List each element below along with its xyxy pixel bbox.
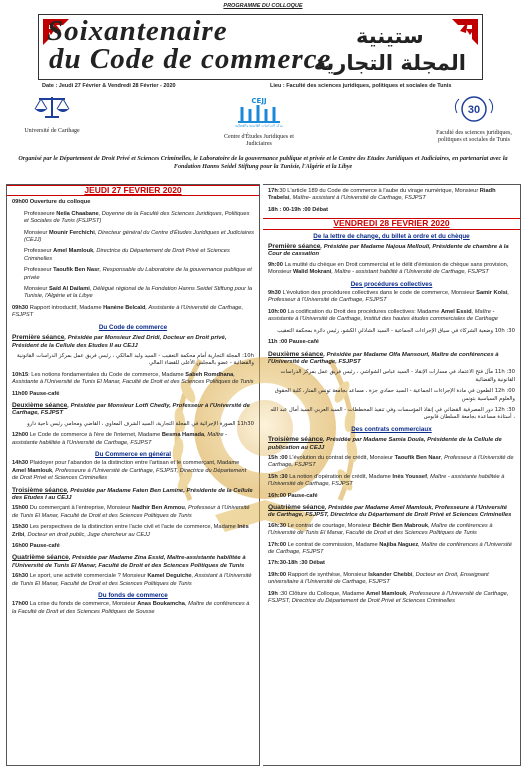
speaker-prefix: Monsieur: [24, 286, 49, 293]
session-label: Troisième séance: [268, 436, 323, 444]
speaker-role: , Responsable du Laboratoire de la gouvernance publique et privée: [24, 267, 252, 281]
talk-text: Le Code de commerce à l'ère de l'internet, Madame: [28, 432, 162, 439]
talk-text: : Les notions fondamentales du Code de commerce, Madame: [28, 371, 186, 378]
cejj-arabic-name: مركز الدراسات القانونية والقضائية: [234, 123, 284, 127]
time: 09h30: [12, 304, 29, 311]
fsjpst-30-years-icon: [451, 95, 497, 123]
opening-speaker: [12, 286, 254, 301]
title-french-line1: Soixantenaire: [47, 15, 228, 47]
talk: [268, 474, 515, 489]
talk: [268, 523, 515, 538]
speaker-role: , Directeur général du Centre d'Études Juridiques et Judiciaires (CEJJ): [24, 229, 254, 244]
programme-label: PROGRAMME DU COLLOQUE: [223, 3, 303, 9]
time: 15h :00: [268, 454, 288, 461]
time: 10h:00: [268, 308, 287, 315]
speaker-role: , Maître de conférences à la Faculté de Droit et des Sciences Politiques de Sousse: [12, 601, 250, 615]
section-header-contrats: Des contrats commerciaux: [351, 425, 432, 433]
day1-header: JEUDI 27 FEVRIER 2020: [7, 185, 259, 196]
speaker-name: Amel Mamlouk: [366, 590, 407, 597]
talk-text: La notion d'opération de crédit, Madame: [287, 473, 393, 480]
talk-text: Plaidoyer pour l'abandon de la distinction entre l'artisan et le commerçant, Madame: [28, 460, 240, 467]
logo-fsjpst-caption: Faculté des sciences juridiques, politiques et sociales de Tunis: [436, 129, 512, 143]
session-2: [268, 351, 515, 367]
talk: [268, 188, 515, 203]
intro-report: [12, 305, 254, 320]
session-label: Deuxième séance: [268, 350, 324, 358]
talk-text: Rapport introductif, Madame: [28, 304, 104, 311]
speaker-role: , Maître - assistante à l'Université de Carthage, Institut des hautes études commerciales de Carthage: [268, 308, 498, 323]
session-3: [268, 436, 515, 452]
title-french: [47, 17, 331, 73]
session-label: Première séance: [268, 243, 321, 251]
speaker-name: Samir Kolsi: [476, 290, 508, 297]
talk-text: Du commerçant à l'entreprise, Monsieur: [28, 505, 132, 512]
session-1: [12, 334, 254, 350]
speaker-name: Iskander Chebbi: [368, 571, 413, 578]
session-chair: , Présidée par Madame Olfa Mansouri, Maître de conférences à l'Université de Carthage, FSJPST: [268, 351, 499, 365]
session-chair: , Présidée par Madame Faten Ben Lamine, Présidente de la Cellule des Etudes I au CEJJ: [12, 487, 253, 501]
debate: 17h:30-18h :30 Débat: [268, 560, 325, 567]
talk: [12, 432, 254, 447]
speaker-role: , Directrice du Département de Droit Privé et Sciences Criminelles: [24, 248, 230, 262]
talk-text: Le contrat de courtage, Monsieur: [286, 522, 373, 529]
section-header-fonds: Du fonds de commerce: [98, 592, 168, 600]
section-header-code: Du Code de commerce: [98, 323, 168, 331]
talk-arabic: 11h30 الصورة الإجرائية في المجلة التجارية، السيد الشرف المعاوي ، القاضي ومحامي رئيس ناحية دارو: [27, 420, 254, 427]
time: 19h: [268, 590, 278, 597]
talk-text: Les perspectives de la distinction entre l'acte civil et l'acte de commerce, Madame: [28, 524, 238, 531]
talk-arabic: 11h :30 مآل فتح الاعتماد في مسارات الإنقاذ - السيد عباس الشواشي ، رئيس فريق عمل بمركز الدراسات القانونية والقضائية: [280, 369, 515, 383]
speaker-role: , Assistant à l'Université de Tunis El Manar, Faculté de Droit et des Sciences Politiques de Tunis: [12, 573, 252, 587]
session-4: [268, 504, 515, 520]
speaker-role: , Maître - assistante habilitée à l'Université de Carthage, FSJPST: [12, 432, 227, 446]
talk-text: La mutité du chèque en Droit commercial et le délit d'émission de chèque sans provision, Monsieur: [268, 261, 509, 276]
talk-text: Rapport de synthèse, Monsieur: [286, 571, 369, 578]
talk: [268, 290, 515, 305]
logo-fsjpst: [428, 95, 520, 145]
time: 9h30: [268, 290, 281, 297]
opening-speaker: [12, 230, 254, 245]
talk-text: La codification du Droit des procédures collectives: Madame: [286, 308, 441, 315]
title-arabic-line2: المجلة التجارية: [313, 51, 466, 75]
section-header-commerce: Du Commerce en général: [95, 450, 171, 458]
talk: [268, 455, 515, 470]
organizers-statement: Organisé par le Département de Droit Privé et Sciences Criminelles, le Laboratoire de la gouvernance publique et privée et le Centre des Etudes Juridiques et Judiciaires, en partenariat avec la Fondation Hanns Seidel Stiftung pour la Tunisie, l'Algérie et la Libye: [18, 155, 508, 170]
talk: [12, 573, 254, 588]
speaker-role: , Docteur en Droit, Enseignant universitaire à l'Université de Carthage, FSJPST: [268, 571, 489, 586]
venue-line: Lieu : Faculté des sciences juridiques, politiques et sociales de Tunis: [270, 83, 452, 89]
talk-arabic: 10h: المجلة التجارية أمام محكمة التعقيب - السيد وليد المالكي ، رئيس فريق عمل بمركز الدراسات القانونية والقضائية - عضو بالمجلس الأعلى للقضاء المالي: [17, 352, 254, 367]
time: 15h00: [12, 505, 29, 512]
talk: [12, 601, 254, 616]
speaker-prefix: Professeur: [24, 248, 54, 255]
time: 12h00: [12, 432, 29, 439]
speaker-role: , Professeure à l'Université de Carthage, FSJPST, Directrice du Département de Droit Privé et Sciences Criminelles: [268, 590, 509, 605]
title-banner: [38, 14, 483, 80]
balance-scale-icon: [33, 95, 71, 121]
speaker-name: Anas Boukamcha: [137, 601, 185, 608]
title-arabic-line1: ستينية: [356, 24, 424, 48]
speaker-role: , Assistante à l'Université de Carthage, FSJPST: [12, 304, 244, 319]
time: 17h00: [12, 601, 29, 608]
fsjpst-logo-number: 30: [467, 104, 481, 116]
speaker-name: Saïd Al Dailami: [48, 286, 90, 293]
session-chair: , Présidée par Madame Samia Doula, Présidente de la Cellule de publication au CEJJ: [268, 437, 502, 451]
session-label: Deuxième séance: [12, 401, 68, 409]
speaker-name: Mounir Ferchichi: [48, 229, 95, 236]
session-4: [12, 554, 254, 570]
speaker-name: Neila Chaabane: [56, 210, 99, 217]
speaker-name: Béchir Ben Mabrouk: [372, 522, 428, 529]
talk: [12, 505, 254, 520]
speaker-name: Najiba Naguez: [379, 541, 419, 548]
time: 19h:00: [268, 571, 287, 578]
speaker-role: , Professeur à l'Université de Carthage, FSJPST: [268, 290, 510, 304]
section-header-procedures: Des procédures collectives: [350, 280, 433, 288]
speaker-role: , Professeur à l'Université de Carthage, FSJPST: [268, 454, 514, 469]
talk: [268, 262, 515, 277]
talk: [12, 524, 254, 539]
talk-text: La crise du fonds de commerce, Monsieur: [28, 601, 138, 608]
speaker-role: , Professeur à l'Université de Tunis El Manar, Faculté de Droit et des Sciences Politiques de Tunis: [12, 505, 250, 519]
opening-speaker: [12, 211, 254, 226]
speaker-name: Taoufik Ben Nasr: [53, 267, 100, 274]
talk: [268, 572, 515, 587]
speaker-prefix: Professeure: [24, 210, 57, 217]
speaker-name: Inès Zribi: [12, 524, 249, 538]
cejj-acronym: CEJJ: [251, 97, 267, 105]
session-label: Troisième séance: [12, 486, 67, 494]
opening-speaker: [12, 267, 254, 282]
logo-cejj-caption: Centre d'Études Juridiques et Judiciaires: [224, 133, 294, 147]
pause: 16h:00 Pause-café: [268, 492, 318, 499]
time: 10h15: [12, 371, 29, 378]
time: 14h30: [12, 460, 29, 467]
session-label: Première séance: [12, 334, 65, 342]
speaker-name: Amel Essid: [440, 308, 472, 315]
talk: [268, 591, 515, 606]
time: 9h:00: [268, 261, 283, 268]
time: 16h:30: [268, 522, 287, 529]
pause: 16h00 Pause-café: [12, 543, 60, 550]
talk: [268, 309, 515, 324]
speaker-role: , Maître - assistante habilitée à l'Université de Carthage, FSJPST: [268, 473, 505, 488]
date-line: Date : Jeudi 27 Février & Vendredi 28 Février - 2020: [42, 83, 176, 89]
time: 15h30: [12, 524, 29, 531]
speaker-name: Amel Mamlouk: [12, 467, 53, 474]
time: 17h:00: [268, 541, 287, 548]
speaker-role: , Doyenne de la Faculté des Sciences Juridiques, Politiques et Sociales de Tunis (FSJPST): [24, 210, 250, 225]
speaker-role: , Maître - assistant habilité à l'Université de Carthage, FSJPST: [331, 269, 489, 276]
speaker-name: Kamel Deguiche: [147, 573, 192, 580]
session-3: [12, 487, 254, 503]
debate: 18h : 00-19h :00 Débat: [268, 206, 329, 213]
pause: 11h00 Pause-café: [12, 390, 60, 397]
speaker-role: , Délégué régional de la Fondation Hanns Seidel Stiftung pour la Tunisie, l'Algérie et la Libye: [24, 286, 253, 300]
speaker-role: , Maître- assistant à l'Université de Carthage, FSJPST: [289, 195, 426, 202]
speaker-role: , Maître de conférences à l'Université de Carthage, FSJPST: [268, 541, 512, 556]
speaker-name: Walid Mokrani: [292, 269, 332, 276]
title-arabic: [314, 23, 466, 77]
talk: [12, 460, 254, 482]
talk-text: L'évolution des procédures collectives dans le code de commerce, Monsieur: [280, 290, 477, 297]
speaker-role: , Professeure à l'Université de Carthage, FSJPST, Directrice du Département de Droit Privé et Sciences Criminelles: [12, 467, 247, 482]
logo-ucar-caption: Université de Carthage: [24, 127, 80, 134]
speaker-role: , Maître de conférences à l'Université de Tunis El Manar, Faculté de Droit et des Sciences Politiques de Tunis: [268, 522, 493, 537]
day2-header: VENDREDI 28 FEVRIER 2020: [263, 218, 520, 229]
speaker-name: Hanène Belcaïd: [103, 304, 146, 311]
talk: [268, 542, 515, 557]
opening-speaker: [12, 248, 254, 263]
session-chair: , Présidée par Monsieur Zied Dridi, Docteur en Droit privé, Président de la Cellule des Etudes II au CEJJ: [12, 335, 227, 349]
talk-text: Le sport, une activité commerciale ? Monsieur: [28, 573, 148, 580]
session-label: Quatrième séance: [268, 504, 325, 511]
red-decoration-right-icon: [450, 17, 480, 53]
speaker-role: , Assistante à l'Université de Tunis El Manar, Faculté de Droit et des Sciences Politiques de Tunis: [12, 371, 254, 386]
left-column-day1: [6, 184, 260, 766]
pause: 11h :00 Pause-café: [268, 339, 319, 346]
opening-line: 09h00 Ouverture du colloque: [12, 199, 91, 206]
time: 17h: [268, 188, 278, 194]
logo-cejj: [222, 95, 296, 149]
session-chair: , Présidée par Madame Zina Essid, Maître-assistante habilitée à l'Université de Tunis El Manar, Faculté de Droit et des Sciences Politiques de Tunis: [12, 555, 246, 569]
speaker-name: Amel Mamlouk: [53, 248, 94, 255]
session-chair: , Présidée par Madame Najoua Mellouli, Présidente de chambre à la Cour de cassation: [268, 244, 509, 258]
talk-text: :30 L'article 189 du Code de commerce à l'aube du virage numérique, Monsieur: [277, 188, 480, 194]
talk-arabic: 12h :30 دور المصرفية القضائي في إنقاذ المؤسسات وفي تنفيذ المخططات - السيد العربي السيد أمال عبد الله ، أستاذة مساعدة بجامعة السلطان قابوس: [270, 406, 515, 421]
talk-text: L'évolution du contrat de crédit, Monsieur: [287, 454, 395, 461]
speaker-name: Taoufik Ben Nasr: [394, 454, 441, 461]
talk: [12, 372, 254, 387]
session-chair: , Présidée par Monsieur Lotfi Chedly, Professeur à l'Université de Carthage, FSJPST: [12, 402, 250, 417]
talk-text: Le contrat de commission, Madame: [286, 541, 380, 548]
speaker-role: , Docteur en droit public, Juge chercheur au CEJJ: [24, 531, 150, 538]
talk-text: :30 Clôture du Colloque, Madame: [277, 590, 367, 597]
speaker-name: Nadhir Ben Ammou: [131, 505, 185, 512]
cejj-logo-icon: [230, 95, 288, 127]
speaker-prefix: Monsieur: [24, 229, 49, 236]
section-header-lettre-change: De la lettre de change, du billet à ordre et du chèque: [313, 232, 470, 240]
title-french-line2: du Code de commerce: [49, 43, 332, 75]
speaker-name: Sabeh Romdhana: [185, 371, 234, 378]
session-2: [12, 402, 254, 418]
talk-arabic: 12h :00 الطعون في مادة الإجراءات الجماعية - السيد حمادي جزة ، مساعد بجامعة تونس المنار، كلية الحقوق والعلوم السياسية بتونس: [274, 388, 515, 402]
time: 16h30: [12, 573, 29, 580]
speaker-prefix: Professeur: [24, 267, 54, 274]
session-1: [268, 243, 515, 259]
speaker-name: Inès Youssef: [392, 473, 427, 480]
talk-arabic: 10h :30 وضعية الشركاء في سياق الإجراءات الجماعية - السيد الشاذلي الكشو، رئيس دائرة بمحكمة التعقيب: [277, 327, 515, 334]
session-label: Quatrième séance: [12, 554, 69, 562]
time: 15h :30: [268, 473, 288, 480]
right-column-day2: [263, 184, 521, 766]
speaker-name: Riadh Trabelsi: [268, 188, 496, 202]
session-chair: , Présidée par Madame Amel Mamlouk, Professeure à l'Université de Carthage, FSJPST, Directrice du Département de Droit Privé et Sciences Criminelles: [268, 505, 512, 519]
logo-universite-carthage: [22, 95, 82, 135]
speaker-name: Besma Hamada: [161, 432, 205, 439]
